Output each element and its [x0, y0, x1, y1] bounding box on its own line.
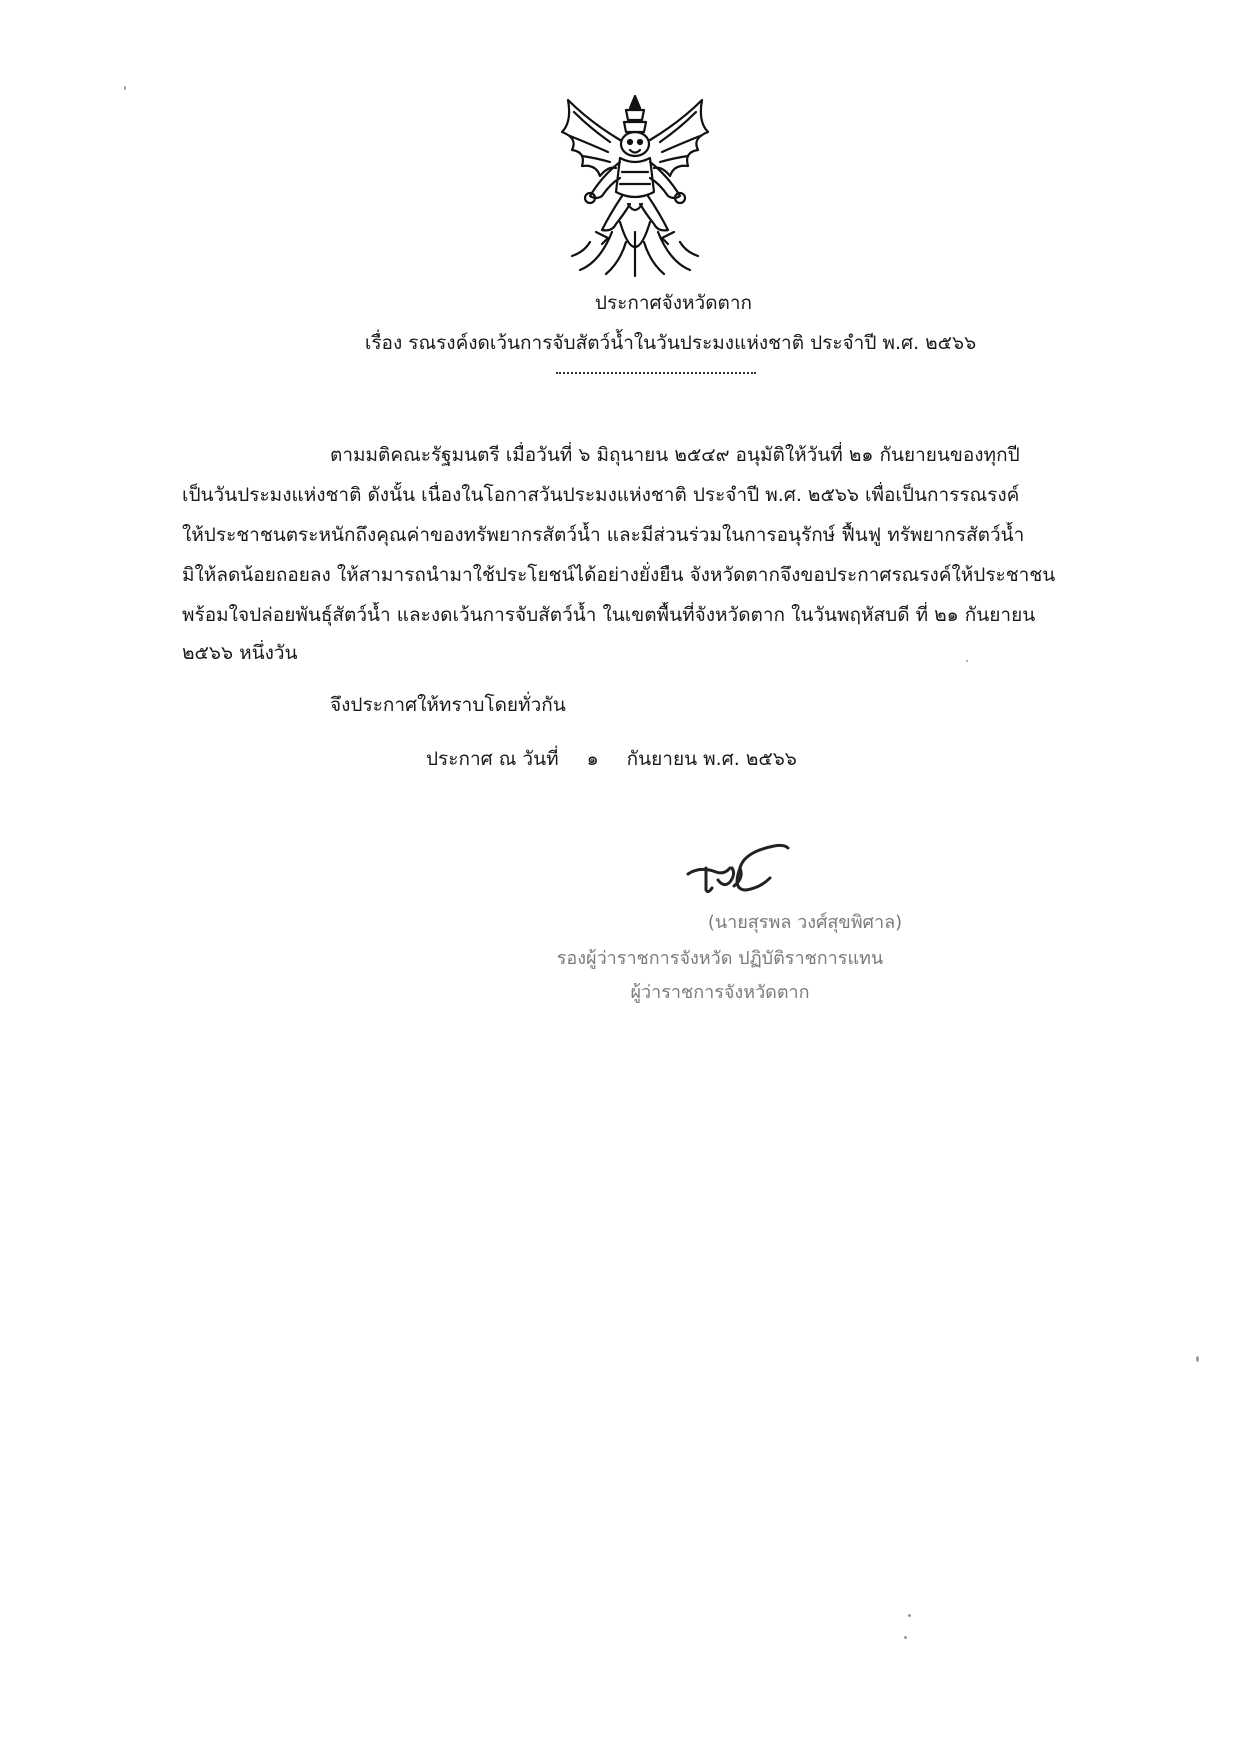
body-line-6: ๒๕๖๖ หนึ่งวัน — [182, 642, 298, 664]
closing-statement: จึงประกาศให้ทราบโดยทั่วกัน — [330, 694, 566, 716]
scan-speck — [908, 1614, 911, 1617]
body-line-2: เป็นวันประมงแห่งชาติ ดังนั้น เนื่องในโอกาสวันประมงแห่งชาติ ประจำปี พ.ศ. ๒๕๖๖ เพื่อเป็นการรณรงค์ — [182, 484, 1020, 506]
signer-position: รองผู้ว่าราชการจังหวัด ปฏิบัติราชการแทน — [556, 948, 884, 969]
date-prefix: ประกาศ ณ วันที่ — [426, 748, 559, 770]
date-suffix: กันยายน พ.ศ. ๒๕๖๖ — [626, 748, 797, 770]
announcement-date — [426, 746, 797, 772]
handwritten-signature — [684, 838, 794, 898]
scan-speck — [966, 660, 968, 662]
body-line-1: ตามมติคณะรัฐมนตรี เมื่อวันที่ ๖ มิถุนายน ๒๕๔๙ อนุมัติให้วันที่ ๒๑ กันยายนของทุกปี — [330, 444, 1020, 466]
dotted-divider — [556, 372, 756, 374]
signer-position-2: ผู้ว่าราชการจังหวัดตาก — [630, 982, 810, 1003]
body-line-3: ให้ประชาชนตระหนักถึงคุณค่าของทรัพยากรสัตว์น้ำ และมีส่วนร่วมในการอนุรักษ์ ฟื้นฟู ทรัพยากรสัตว์น้ำ — [182, 524, 1025, 546]
body-line-4: มิให้ลดน้อยถอยลง ให้สามารถนำมาใช้ประโยชน์ได้อย่างยั่งยืน จังหวัดตากจึงขอประกาศรณรงค์ให้ประชาชน — [182, 564, 1056, 586]
body-line-5: พร้อมใจปล่อยพันธุ์สัตว์น้ำ และงดเว้นการจับสัตว์น้ำ ในเขตพื้นที่จังหวัดตาก ในวันพฤหัสบดี ที่ ๒๑ กันยายน — [182, 604, 1036, 626]
document-title: ประกาศจังหวัดตาก — [594, 292, 753, 314]
scan-speck — [904, 1636, 907, 1639]
scan-speck — [1196, 1356, 1199, 1362]
garuda-emblem-icon — [550, 92, 720, 277]
date-day: ๑ — [586, 748, 599, 770]
signer-name: (นายสุรพล วงศ์สุขพิศาล) — [707, 912, 903, 933]
scan-speck — [124, 86, 126, 90]
document-subject: เรื่อง รณรงค์งดเว้นการจับสัตว์น้ำในวันประมงแห่งชาติ ประจำปี พ.ศ. ๒๕๖๖ — [364, 332, 977, 354]
